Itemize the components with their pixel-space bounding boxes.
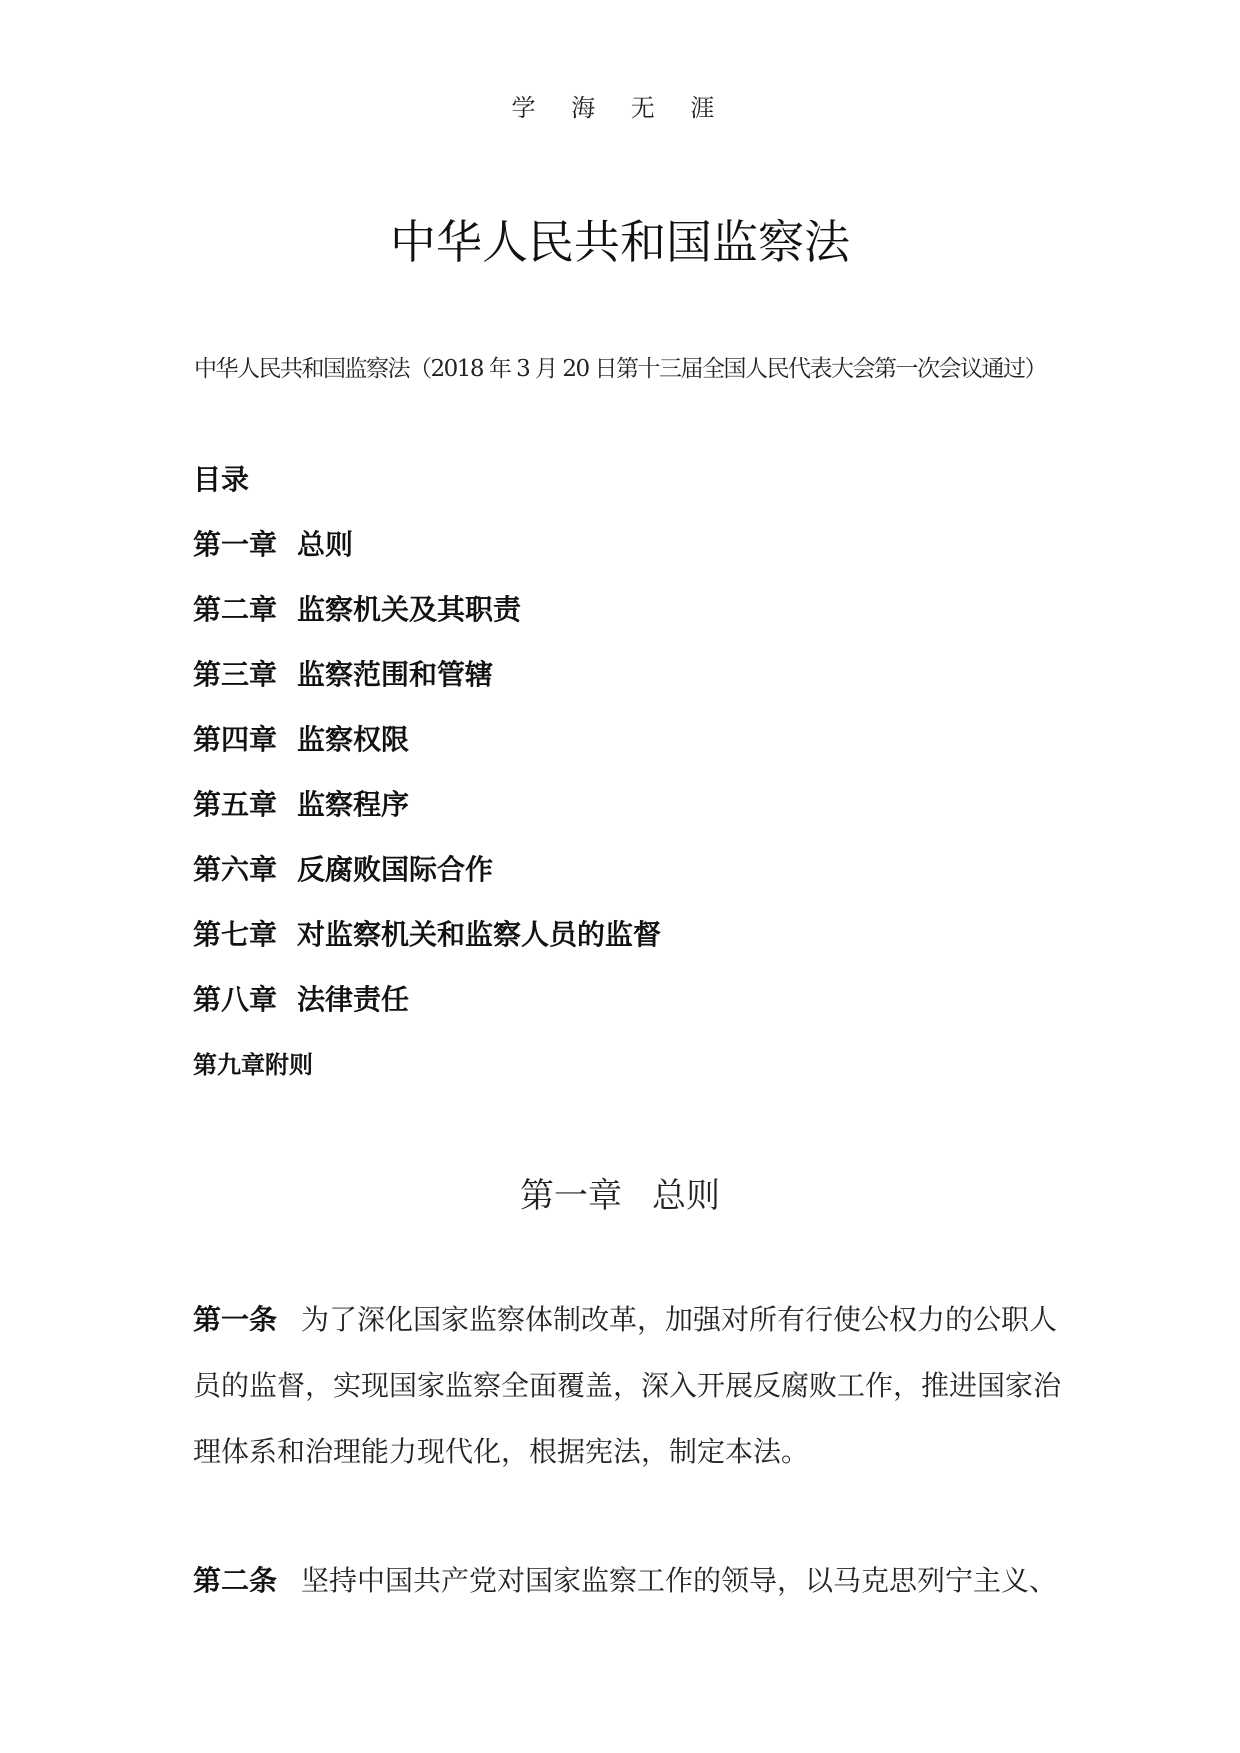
- article-text: 坚持中国共产党对国家监察工作的领导，以马克思列宁主义、: [301, 1564, 1058, 1597]
- toc-item-number: 第六章: [193, 853, 278, 886]
- toc-item-number: 第八章: [193, 983, 278, 1016]
- toc-item-title: 对监察机关和监察人员的监督: [297, 918, 662, 951]
- toc-item-title: 监察程序: [297, 788, 410, 821]
- toc-item-title: 监察范围和管辖: [297, 658, 494, 691]
- table-of-contents: [193, 448, 1093, 1097]
- toc-list: [193, 512, 1093, 1097]
- article-paragraph: [193, 1287, 1073, 1485]
- document-subtitle: 中华人民共和国监察法（2018 年 3 月 20 日第十三届全国人民代表大会第一次会议通过）: [194, 356, 1046, 382]
- toc-item-number: 第五章: [193, 788, 278, 821]
- toc-item-number: 第七章: [193, 918, 278, 951]
- toc-item-title: 附则: [265, 1050, 313, 1079]
- article-number: 第二条: [193, 1564, 278, 1597]
- toc-item-title: 监察机关及其职责: [297, 593, 522, 626]
- page-header: 学 海 无 涯: [511, 94, 729, 122]
- toc-item-title: 监察权限: [297, 723, 410, 756]
- toc-item-number: 第一章: [193, 528, 278, 561]
- toc-item-chapter-2[interactable]: [193, 577, 1093, 642]
- toc-item-title: 法律责任: [297, 983, 410, 1016]
- toc-item-title: 总则: [297, 528, 354, 561]
- toc-item-chapter-6[interactable]: [193, 837, 1093, 902]
- toc-item-chapter-1[interactable]: [193, 512, 1093, 577]
- toc-item-chapter-4[interactable]: [193, 707, 1093, 772]
- toc-item-chapter-9[interactable]: [193, 1032, 1093, 1097]
- toc-item-chapter-7[interactable]: [193, 902, 1093, 967]
- toc-item-number: 第九章: [193, 1050, 265, 1079]
- document-title: 中华人民共和国监察法: [390, 215, 850, 269]
- article-number: 第一条: [193, 1303, 278, 1336]
- toc-item-chapter-3[interactable]: [193, 642, 1093, 707]
- toc-item-number: 第三章: [193, 658, 278, 691]
- chapter-title: 总则: [652, 1176, 720, 1216]
- article-text: 为了深化国家监察体制改革，加强对所有行使公权力的公职人员的监督，实现国家监察全面覆盖，深入开展反腐败工作，推进国家治理体系和治理能力现代化，根据宪法，制定本法。: [193, 1303, 1062, 1468]
- toc-item-number: 第二章: [193, 593, 278, 626]
- toc-item-chapter-5[interactable]: [193, 772, 1093, 837]
- chapter-number: 第一章: [520, 1176, 622, 1216]
- chapter-heading: [0, 1168, 1240, 1217]
- toc-item-chapter-8[interactable]: [193, 967, 1093, 1032]
- toc-item-number: 第四章: [193, 723, 278, 756]
- article-paragraph: [193, 1548, 1073, 1614]
- toc-item-title: 反腐败国际合作: [297, 853, 494, 886]
- toc-heading: 目录: [193, 463, 250, 496]
